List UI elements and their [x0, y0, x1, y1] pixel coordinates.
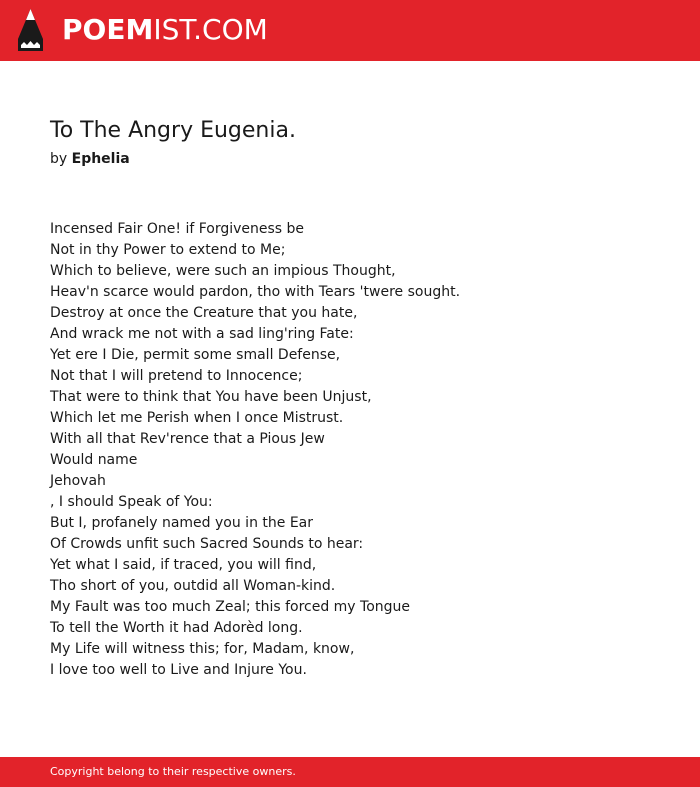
- poem-line: My Fault was too much Zeal; this forced my Tongue: [50, 599, 411, 615]
- by-label: by: [50, 151, 68, 167]
- poem-line: Of Crowds unfit such Sacred Sounds to hear:: [50, 536, 364, 552]
- site-logo[interactable]: [62, 13, 268, 47]
- site-footer: [0, 757, 700, 787]
- poem-author: Ephelia: [71, 151, 130, 167]
- poem-line: Which let me Perish when I once Mistrust.: [50, 410, 344, 426]
- poem-line: Yet what I said, if traced, you will find,: [50, 557, 317, 573]
- poem-line: Destroy at once the Creature that you hate,: [50, 305, 358, 321]
- poem-line: With all that Rev'rence that a Pious Jew: [50, 431, 325, 447]
- poem-line: , I should Speak of You:: [50, 494, 213, 510]
- logo-text-bold: POEM: [62, 13, 154, 46]
- copyright-notice: Copyright belong to their respective owners.: [50, 765, 296, 778]
- poem-line: Jehovah: [50, 473, 106, 489]
- poem-line: Not in thy Power to extend to Me;: [50, 242, 286, 258]
- poem-line: But I, profanely named you in the Ear: [50, 515, 313, 531]
- site-header: [0, 0, 700, 61]
- poem-line: My Life will witness this; for, Madam, know,: [50, 641, 355, 657]
- poem-line: To tell the Worth it had Adorèd long.: [50, 620, 303, 636]
- pencil-tip-icon[interactable]: [18, 9, 43, 51]
- poem-line: Heav'n scarce would pardon, tho with Tears 'twere sought.: [50, 284, 461, 300]
- poem-byline: [50, 149, 130, 169]
- poem-line: Yet ere I Die, permit some small Defense,: [50, 347, 341, 363]
- poem-line: Which to believe, were such an impious Thought,: [50, 263, 396, 279]
- poem-line: Incensed Fair One! if Forgiveness be: [50, 221, 305, 237]
- poem-line: And wrack me not with a sad ling'ring Fate:: [50, 326, 354, 342]
- poem-body: [50, 219, 670, 681]
- poem-line: That were to think that You have been Unjust,: [50, 389, 372, 405]
- logo-text-light: IST.COM: [153, 13, 268, 46]
- poem-line: Not that I will pretend to Innocence;: [50, 368, 303, 384]
- poem-line: Would name: [50, 452, 138, 468]
- poem-line: Tho short of you, outdid all Woman-kind.: [50, 578, 336, 594]
- poem-title: To The Angry Eugenia.: [50, 118, 296, 143]
- poem-line: I love too well to Live and Injure You.: [50, 662, 307, 678]
